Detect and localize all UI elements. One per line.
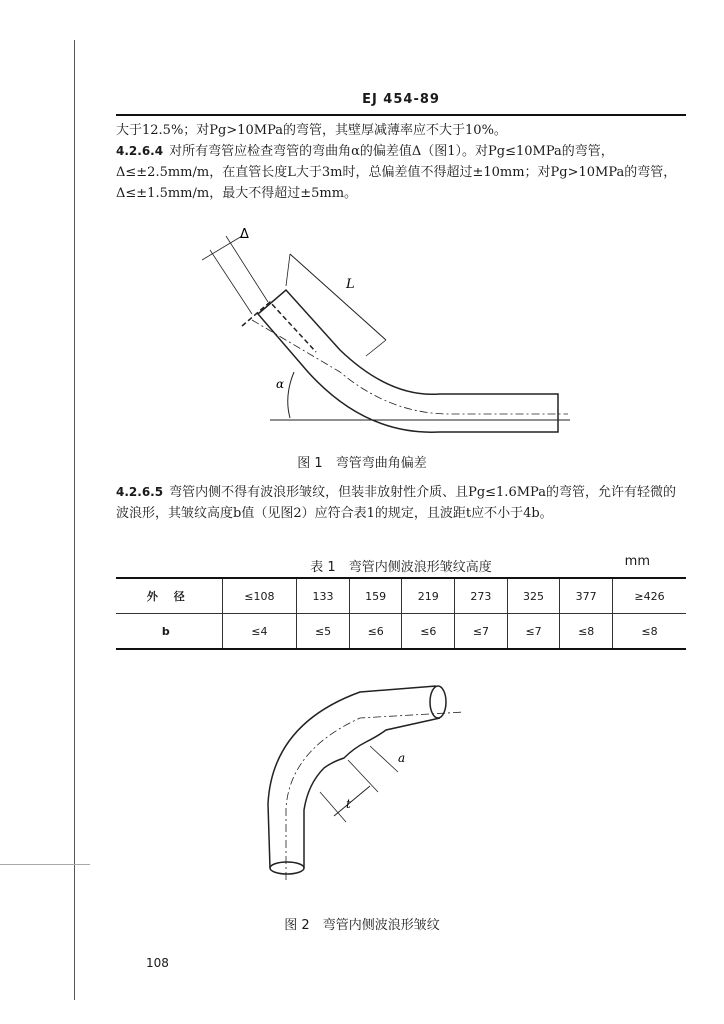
label-alpha: α: [276, 377, 285, 391]
deviated-leg: [242, 302, 316, 352]
clause-number: 4.2.6.5: [116, 485, 164, 499]
table-cell: ≤6: [402, 614, 455, 650]
scan-artifact-line: [0, 864, 90, 865]
clause-text: 对所有弯管应检查弯管的弯曲角α的偏差值Δ（图1）。对Pg≤10MPa的弯管，Δ≤±2.5mm/m，在直管长度L大于3m时，总偏差值不得超过±10mm；对Pg>10MPa的弯管，Δ≤±1.5mm/m，最大不得超过±5mm。: [116, 144, 677, 201]
t-ext1: [320, 792, 346, 822]
table-cell: ≤6: [349, 614, 402, 650]
standard-header: EJ 454-89: [362, 92, 440, 107]
table-row-outer-diameter: [116, 578, 686, 614]
dimension-L-line: [290, 254, 386, 340]
table-cell: b: [116, 614, 222, 650]
clause-4-2-6-5: [116, 482, 688, 524]
table-cell: 273: [455, 578, 508, 614]
page-number: 108: [146, 956, 169, 970]
t-ext2: [348, 760, 378, 792]
figure-1-caption: 图 1 弯管弯曲角偏差: [297, 456, 427, 471]
pipe-outline: [258, 290, 558, 432]
table-cell: 219: [402, 578, 455, 614]
table-cell: 133: [297, 578, 350, 614]
label-L: L: [346, 277, 355, 292]
pipe-outer-wall: [268, 686, 436, 868]
alpha-arc: [288, 372, 294, 418]
table-cell: 外 径: [116, 578, 222, 614]
table-cell: 325: [507, 578, 560, 614]
table-cell: ≤7: [455, 614, 508, 650]
table-cell: ≤8: [612, 614, 686, 650]
paragraph-continuation: 大于12.5%；对Pg>10MPa的弯管，其壁厚减薄率应不大于10%。: [116, 123, 507, 138]
table-cell: ≤8: [560, 614, 613, 650]
binding-edge-line: [74, 40, 75, 1000]
t-dimension-line: [334, 786, 370, 816]
header-rule: [116, 114, 686, 116]
table-1-title: 表 1 弯管内侧波浪形皱纹高度: [310, 560, 492, 575]
clause-text: 弯管内侧不得有波浪形皱纹，但装非放射性介质、且Pg≤1.6MPa的弯管，允许有轻微的波浪形，其皱纹高度b值（见图2）应符合表1的规定，且波距t应不小于4b。: [116, 485, 676, 521]
table-cell: ≤5: [297, 614, 350, 650]
figure-2-inner-wrinkle: [250, 684, 470, 880]
figure-1-bend-angle-deviation: [190, 222, 590, 444]
label-delta: Δ: [240, 227, 249, 242]
table-cell: ≤7: [507, 614, 560, 650]
delta-ext2: [226, 236, 268, 302]
label-t: t: [346, 797, 351, 811]
clause-number: 4.2.6.4: [116, 144, 164, 158]
dimension-L-ext2: [366, 340, 386, 356]
pipe-end-bottom: [270, 862, 304, 874]
delta-ext1: [210, 250, 252, 314]
table-cell: 159: [349, 578, 402, 614]
figure-2-caption: 图 2 弯管内侧波浪形皱纹: [284, 918, 440, 933]
table-1-unit: mm: [624, 554, 650, 569]
label-a: a: [398, 751, 406, 765]
dimension-L-ext1: [286, 254, 290, 286]
clause-4-2-6-4: [116, 141, 688, 204]
table-cell: ≤108: [222, 578, 297, 614]
table-cell: ≥426: [612, 578, 686, 614]
delta-dimension-line: [202, 236, 242, 260]
table-row-b-value: [116, 614, 686, 650]
table-cell: ≤4: [222, 614, 297, 650]
a-leader: [370, 746, 398, 772]
pipe-inner-wall: [304, 718, 440, 868]
table-cell: 377: [560, 578, 613, 614]
table-1-wrinkle-height: [116, 577, 686, 650]
